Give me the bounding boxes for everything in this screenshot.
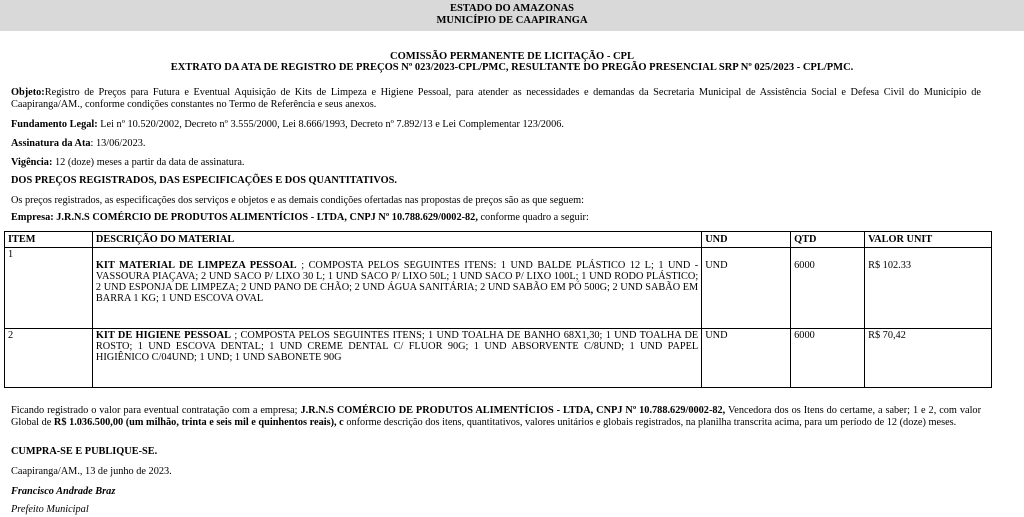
item-desc: ; COMPOSTA PELOS SEGUINTES ITENS; 1 UND TOALHA DE BANHO 68X1,30; 1 UND TOALHA DE ROSTO; 1 UND ESCOVA DENTAL; 1 UND CREME DENTAL C/ FLUOR 90G; 1 UND ABSORVENTE C/8UND; 1 UND PAPEL HIGIÊNICO C/04UND; 1 UND; 1 UND SABONETE 90G xyxy=(95,330,699,363)
closing-text-3: onforme descrição dos itens, quantitativos, valores unitários e globais registrados, na planilha transcrita acima, para um período de 12 (doze) meses. xyxy=(343,416,957,428)
document-title: EXTRATO DA ATA DE REGISTRO DE PREÇOS Nº 023/2023-CPL/PMC, RESULTANTE DO PREGÃO PRESENCIAL SRP Nº 025/2023 - CPL/PMC. xyxy=(170,62,854,73)
closing-company: J.R.N.S COMÉRCIO DE PRODUTOS ALIMENTÍCIOS - LTDA, CNPJ Nº 10.788.629/0002-82, xyxy=(300,405,726,416)
item-name: KIT DE HIGIENE PESSOAL xyxy=(95,330,232,341)
cell-und: UND xyxy=(702,329,791,388)
state-header xyxy=(0,0,1024,31)
empresa-text: conforme quadro a seguir: xyxy=(477,212,589,223)
state-name: ESTADO DO AMAZONAS xyxy=(449,3,575,14)
closing-text-1: Ficando registrado o valor para eventual contratação com a empresa; xyxy=(11,405,301,416)
fundamento-paragraph xyxy=(11,119,981,131)
table-row xyxy=(5,248,992,329)
item-name: KIT MATERIAL DE LIMPEZA PESSOAL xyxy=(95,260,297,271)
cell-item: 1 xyxy=(5,248,93,329)
header-item: ITEM xyxy=(5,232,93,248)
place-date: Caapiranga/AM., 13 de junho de 2023. xyxy=(11,466,172,477)
assinatura-label: Assinatura da Ata xyxy=(11,138,91,149)
cell-qtd: 6000 xyxy=(791,248,865,329)
table-header-row xyxy=(5,232,992,248)
cell-item: 2 xyxy=(5,329,93,388)
section-heading: DOS PREÇOS REGISTRADOS, DAS ESPECIFICAÇÕES E DOS QUANTITATIVOS. xyxy=(11,175,397,186)
header-descricao: DESCRIÇÃO DO MATERIAL xyxy=(92,232,701,248)
empresa-label: Empresa: J.R.N.S COMÉRCIO DE PRODUTOS ALIMENTÍCIOS - LTDA, CNPJ Nº 10.788.629/0002-82, xyxy=(11,212,478,223)
objeto-text: Registro de Preços para Futura e Eventual Aquisição de Kits de Limpeza e Higiene Pessoal, para atender as necessidades e demandas da Secretaria Municipal de Assistência Social e Defesa Civil do Município de Caapiranga/AM., conforme condições constantes no Termo de Referência e seus anexos. xyxy=(11,87,981,110)
cell-valor: R$ 102.33 xyxy=(865,248,992,329)
closing-value: R$ 1.036.500,00 (um milhão, trinta e seis mil e quinhentos reais), c xyxy=(53,416,344,428)
cell-qtd: 6000 xyxy=(791,329,865,388)
header-und: UND xyxy=(702,232,791,248)
signatory-role: Prefeito Municipal xyxy=(11,504,89,515)
closing-text-2: Vencedora dos os Itens do certame, a saber; 1 e 2, com valor Global de xyxy=(11,405,982,428)
cumpra-heading: CUMPRA-SE E PUBLIQUE-SE. xyxy=(11,446,158,457)
vigencia-label: Vigência: xyxy=(11,157,53,168)
municipality-name: MUNICÍPIO DE CAAPIRANGA xyxy=(436,15,588,26)
cell-descricao xyxy=(92,248,701,329)
header-valor: VALOR UNIT xyxy=(865,232,992,248)
precos-paragraph: Os preços registrados, as especificações dos serviços e objetos e as demais condições ofertadas nas propostas de preços são as que seguem: xyxy=(11,195,585,206)
assinatura-paragraph xyxy=(11,138,981,150)
table-row xyxy=(5,329,992,388)
header-qtd: QTD xyxy=(791,232,865,248)
item-desc: ; COMPOSTA PELOS SEGUINTES ITENS: 1 UND BALDE PLÁSTICO 12 L; 1 UND - VASSOURA PIAÇAVA; 2 UND SACO P/ LIXO 30 L; 1 UND SACO P/ LIXO 50L; 1 UND SACO P/ LIXO 100L; 1 UND RODO PLÁSTICO; 2 UND ESPONJA DE LIMPEZA; 2 UND PANO DE CHÃO; 2 UND ÁGUA SANITÁRIA; 2 UND SABÃO EM PÓ 500G; 2 UND SABÃO EM BARRA 1 KG; 1 UND ESCOVA OVAL xyxy=(95,260,699,304)
objeto-paragraph xyxy=(11,87,981,110)
fundamento-label: Fundamento Legal: xyxy=(11,119,98,130)
closing-paragraph xyxy=(11,405,981,428)
cell-valor: R$ 70,42 xyxy=(865,329,992,388)
commission-title: COMISSÃO PERMANENTE DE LICITAÇÃO - CPL xyxy=(390,51,634,62)
fundamento-text: Lei nº 10.520/2002, Decreto nº 3.555/2000, Lei 8.666/1993, Decreto nº 7.892/13 e Lei Complementar 123/2006. xyxy=(97,119,564,130)
assinatura-text: : 13/06/2023. xyxy=(90,138,146,149)
items-table xyxy=(4,231,992,388)
cell-descricao xyxy=(92,329,701,388)
signatory-name: Francisco Andrade Braz xyxy=(11,486,116,497)
objeto-label: Objeto: xyxy=(11,87,45,98)
vigencia-text: 12 (doze) meses a partir da data de assinatura. xyxy=(52,157,245,168)
cell-und: UND xyxy=(702,248,791,329)
empresa-paragraph xyxy=(11,212,981,224)
vigencia-paragraph xyxy=(11,157,981,169)
